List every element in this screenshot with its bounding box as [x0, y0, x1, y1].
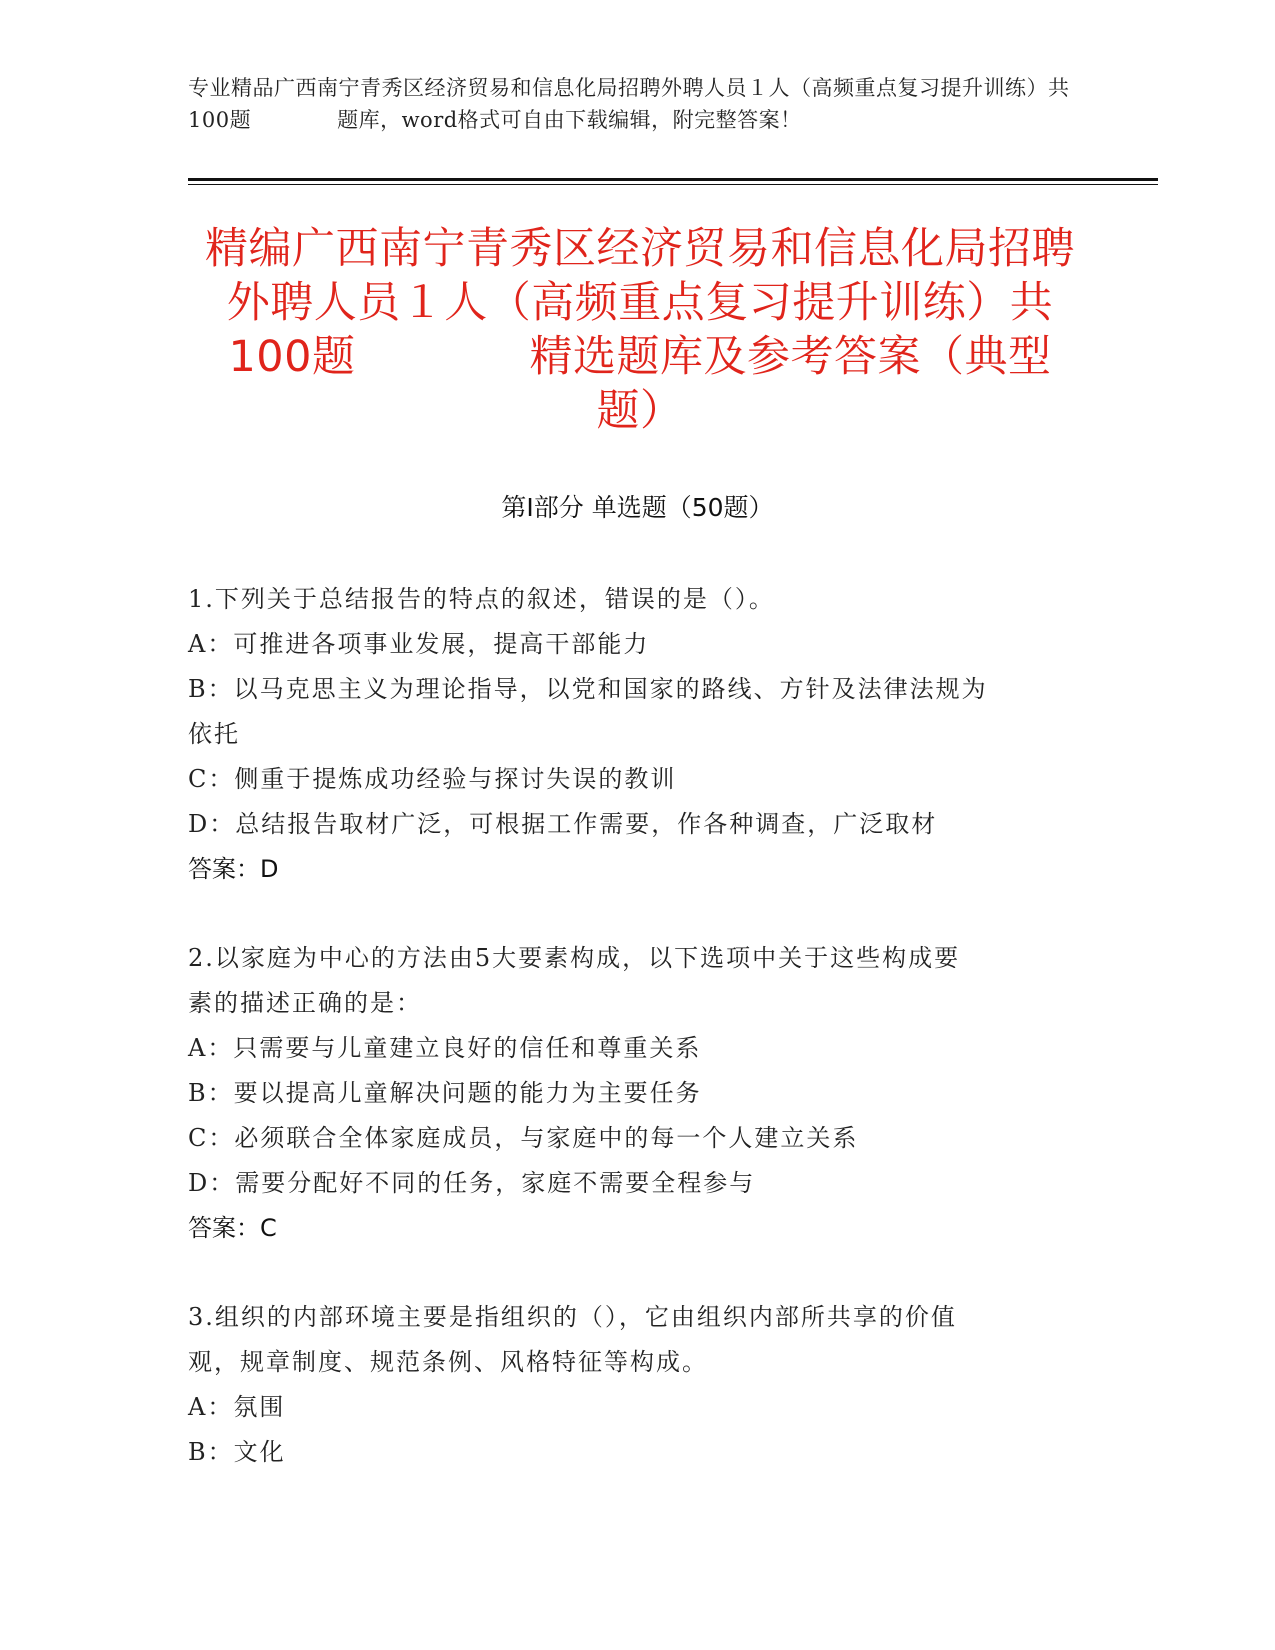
question-stem: 1.下列关于总结报告的特点的叙述，错误的是（）。: [188, 585, 775, 613]
question-stem: 观，规章制度、规范条例、风格特征等构成。: [188, 1348, 708, 1376]
header-divider-thin: [188, 184, 1158, 185]
question-option: C：必须联合全体家庭成员，与家庭中的每一个人建立关系: [188, 1124, 859, 1152]
question-option: A：只需要与儿童建立良好的信任和尊重关系: [188, 1034, 702, 1062]
question-item: [188, 1295, 1078, 1475]
section-title: 第Ⅰ部分 单选题（50题）: [501, 493, 774, 522]
question-option: A：氛围: [188, 1393, 286, 1421]
answer-label: 答案：D: [188, 855, 279, 883]
question-stem: 素的描述正确的是：: [188, 989, 422, 1017]
question-item: [188, 577, 1078, 892]
question-stem: 2.以家庭为中心的方法由5大要素构成，以下选项中关于这些构成要: [188, 944, 961, 972]
question-option: D：总结报告取材广泛，可根据工作需要，作各种调查，广泛取材: [188, 810, 938, 838]
header-divider-thick: [188, 178, 1158, 181]
header-note: 专业精品广西南宁青秀区经济贸易和信息化局招聘外聘人员１人（高频重点复习提升训练）共100题 题库，word格式可自由下载编辑，附完整答案！: [188, 76, 1070, 132]
question-option: B：文化: [188, 1438, 286, 1466]
question-option: C：侧重于提炼成功经验与探讨失误的教训: [188, 765, 677, 793]
question-stem: 3.组织的内部环境主要是指组织的（），它由组织内部所共享的价值: [188, 1303, 957, 1331]
answer-label: 答案：C: [188, 1214, 277, 1242]
question-option: B：要以提高儿童解决问题的能力为主要任务: [188, 1079, 702, 1107]
question-option: 依托: [188, 720, 240, 748]
question-option: A：可推进各项事业发展，提高干部能力: [188, 630, 650, 658]
question-list: [188, 577, 1078, 1519]
question-option: B：以马克思主义为理论指导，以党和国家的路线、方针及法律法规为: [188, 675, 988, 703]
question-option: D：需要分配好不同的任务，家庭不需要全程参与: [188, 1169, 756, 1197]
question-item: [188, 936, 1078, 1251]
document-title: 精编广西南宁青秀区经济贸易和信息化局招聘外聘人员１人（高频重点复习提升训练）共100题 精选题库及参考答案（典型题）: [205, 224, 1075, 436]
